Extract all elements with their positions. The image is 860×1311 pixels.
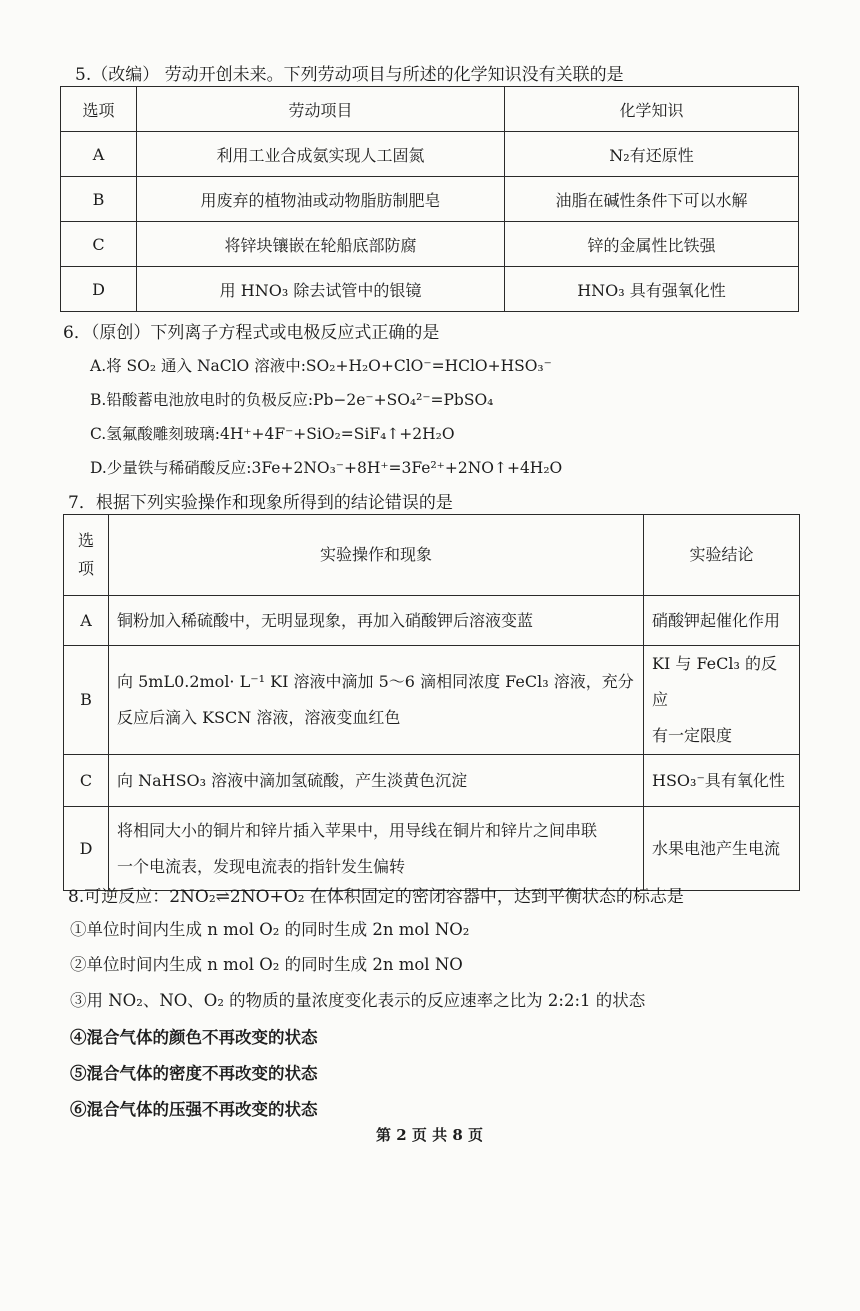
question-6-option-b: B.铅酸蓄电池放电时的负极反应:Pb−2e⁻+SO₄²⁻=PbSO₄ xyxy=(90,391,494,409)
operation-line: 铜粉加入稀硫酸中，无明显现象，再加入硝酸钾后溶液变蓝 xyxy=(117,610,534,630)
table-row xyxy=(61,132,799,177)
header-operation: 实验操作和现象 xyxy=(109,515,644,596)
header-labor-project: 劳动项目 xyxy=(137,87,505,132)
row-knowledge: HNO₃ 具有强氧化性 xyxy=(505,267,799,312)
table-row xyxy=(64,646,800,755)
question-6-option-a: A.将 SO₂ 通入 NaClO 溶液中:SO₂+H₂O+ClO⁻=HClO+HSO₃⁻ xyxy=(90,357,552,375)
row-conclusion xyxy=(644,596,800,646)
row-knowledge: N₂有还原性 xyxy=(505,132,799,177)
header-option: 选项 xyxy=(61,87,137,132)
page-footer: 第 2 页 共 8 页 xyxy=(376,1126,483,1144)
operation-line: 一个电流表，发现电流表的指针发生偏转 xyxy=(117,856,406,876)
operation-line: 将相同大小的铜片和锌片插入苹果中，用导线在铜片和锌片之间串联 xyxy=(117,820,598,840)
question-6-option-d: D.少量铁与稀硝酸反应:3Fe+2NO₃⁻+8H⁺=3Fe²⁺+2NO↑+4H₂O xyxy=(90,459,563,477)
row-operation xyxy=(109,755,644,807)
row-knowledge: 锌的金属性比铁强 xyxy=(505,222,799,267)
row-option: C xyxy=(61,222,137,267)
row-conclusion xyxy=(644,755,800,807)
row-option: A xyxy=(64,596,109,646)
row-project: 利用工业合成氨实现人工固氮 xyxy=(137,132,505,177)
operation-line: 向 NaHSO₃ 溶液中滴加氢硫酸，产生淡黄色沉淀 xyxy=(117,770,468,790)
row-operation xyxy=(109,646,644,755)
operation-line: 反应后滴入 KSCN 溶液，溶液变血红色 xyxy=(117,708,401,727)
row-option: C xyxy=(64,755,109,807)
question-5-title: 5.（改编） 劳动开创未来。下列劳动项目与所述的化学知识没有关联的是 xyxy=(75,65,624,85)
row-operation xyxy=(109,807,644,891)
operation-line: 向 5mL0.2mol· L⁻¹ KI 溶液中滴加 5～6 滴相同浓度 FeCl₃ 溶液，充分 xyxy=(117,672,634,691)
question-7-title: 7．根据下列实验操作和现象所得到的结论错误的是 xyxy=(68,493,453,513)
row-option: D xyxy=(61,267,137,312)
conclusion-line: HSO₃⁻具有氧化性 xyxy=(652,770,785,790)
table-row xyxy=(64,807,800,891)
question-8-item: ⑤混合气体的密度不再改变的状态 xyxy=(70,1064,318,1083)
question-8-item: ⑥混合气体的压强不再改变的状态 xyxy=(70,1100,318,1119)
row-knowledge: 油脂在碱性条件下可以水解 xyxy=(505,177,799,222)
question-8-item: ④混合气体的颜色不再改变的状态 xyxy=(70,1028,318,1047)
question-6-option-c: C.氢氟酸雕刻玻璃:4H⁺+4F⁻+SiO₂=SiF₄↑+2H₂O xyxy=(90,425,455,443)
row-option: A xyxy=(61,132,137,177)
header-option xyxy=(64,515,109,596)
row-conclusion xyxy=(644,807,800,891)
row-project: 用废弃的植物油或动物脂肪制肥皂 xyxy=(137,177,505,222)
header-conclusion: 实验结论 xyxy=(644,515,800,596)
question-8-title: 8.可逆反应：2NO₂⇌2NO+O₂ 在体积固定的密闭容器中，达到平衡状态的标志是 xyxy=(68,887,684,907)
table-row xyxy=(64,755,800,807)
header-chem-knowledge: 化学知识 xyxy=(505,87,799,132)
question-8-item: ①单位时间内生成 n mol O₂ 的同时生成 2n mol NO₂ xyxy=(70,920,470,939)
table-row xyxy=(61,177,799,222)
row-project: 将锌块镶嵌在轮船底部防腐 xyxy=(137,222,505,267)
conclusion-line: 水果电池产生电流 xyxy=(652,838,781,858)
row-option: D xyxy=(64,807,109,891)
conclusion-line: 有一定限度 xyxy=(652,726,733,745)
question-6-title: 6．（原创）下列离子方程式或电极反应式正确的是 xyxy=(63,323,440,343)
question-8-item: ②单位时间内生成 n mol O₂ 的同时生成 2n mol NO xyxy=(70,955,463,974)
question-8-item: ③用 NO₂、NO、O₂ 的物质的量浓度变化表示的反应速率之比为 2:2:1 的状态 xyxy=(70,991,646,1010)
row-option: B xyxy=(64,646,109,755)
table-row xyxy=(61,267,799,312)
row-operation xyxy=(109,596,644,646)
table-header-row xyxy=(64,515,800,596)
conclusion-line: KI 与 FeCl₃ 的反应 xyxy=(652,654,778,709)
table-row xyxy=(61,222,799,267)
row-option: B xyxy=(61,177,137,222)
row-project: 用 HNO₃ 除去试管中的银镜 xyxy=(137,267,505,312)
question-5-table xyxy=(60,86,799,312)
question-7-table xyxy=(63,514,800,891)
row-conclusion xyxy=(644,646,800,755)
conclusion-line: 硝酸钾起催化作用 xyxy=(652,610,781,630)
table-header-row xyxy=(61,87,799,132)
header-option-text: 选项 xyxy=(77,531,94,578)
table-row xyxy=(64,596,800,646)
